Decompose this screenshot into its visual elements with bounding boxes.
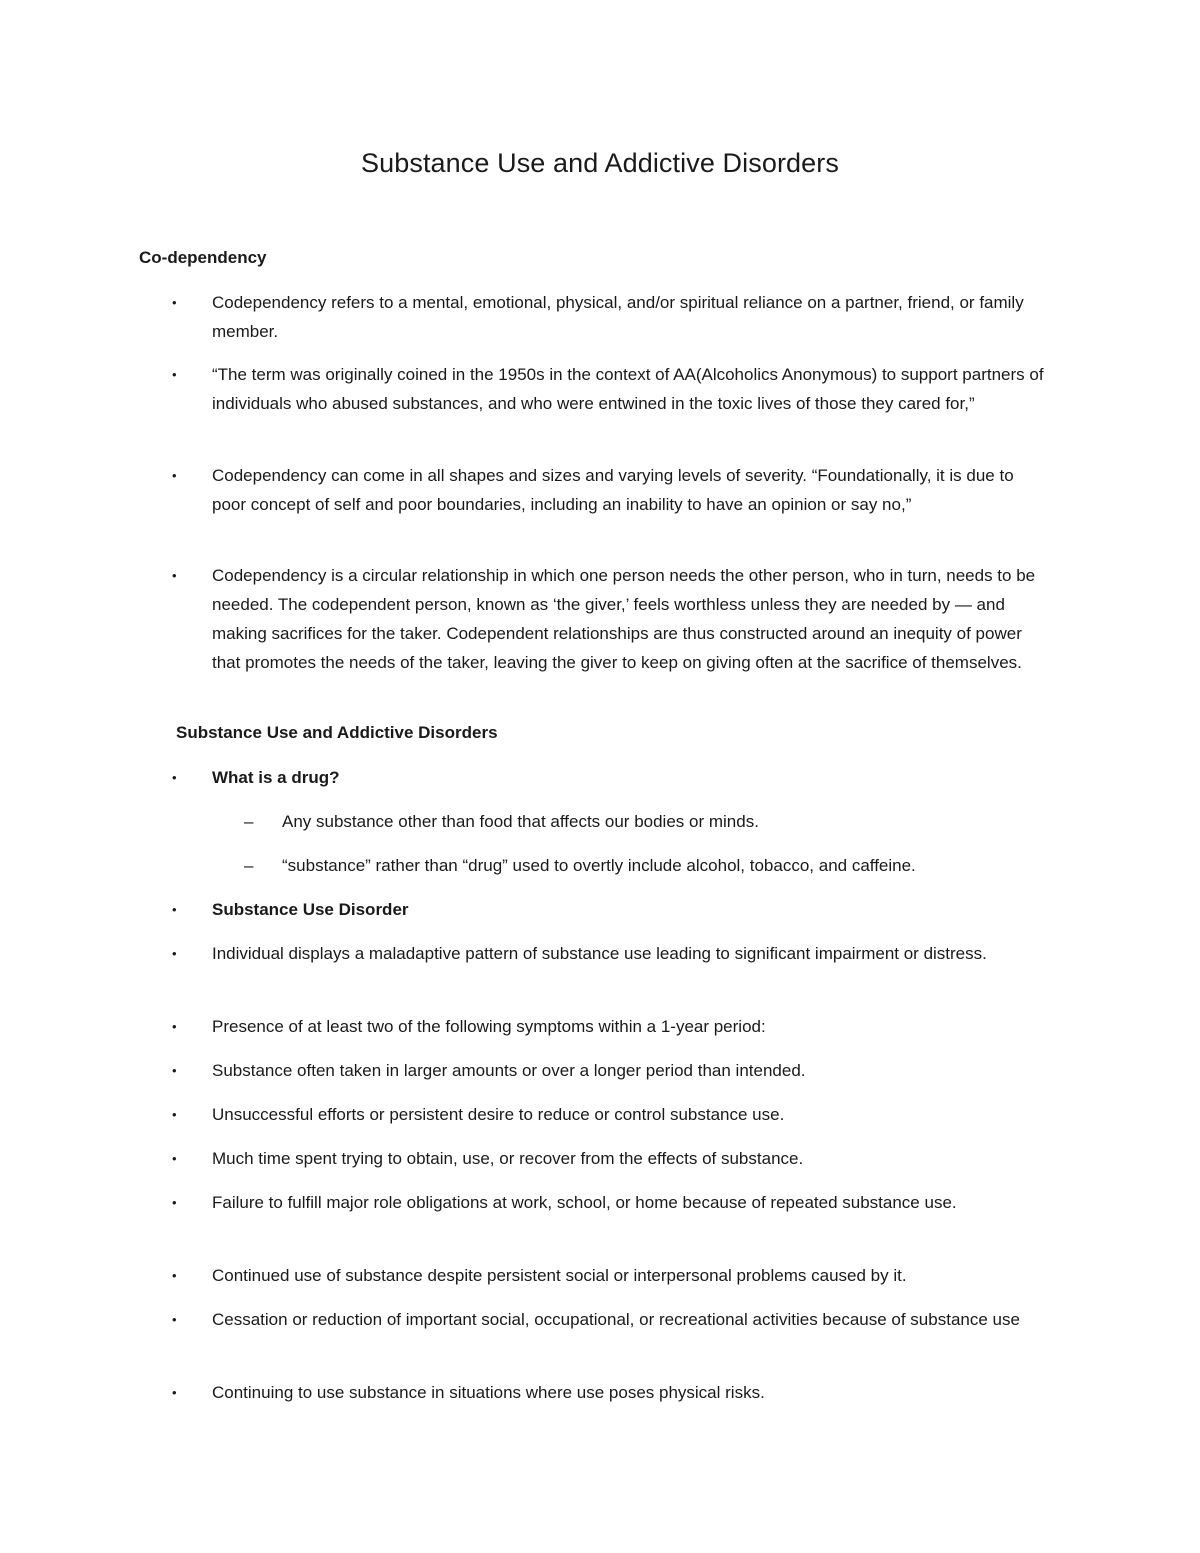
bullet-icon: • (172, 1268, 177, 1283)
bullet-icon: • (172, 770, 177, 785)
list-item (172, 1188, 1052, 1217)
section-heading-co-dependency: Co-dependency (139, 248, 267, 267)
list-item-text: Codependency can come in all shapes and sizes and varying levels of severity. “Foundationally, it is due to poor concept of self and poor boundaries, including an inability to have an opinion or say no,” (212, 466, 1014, 514)
bullet-icon: • (172, 1063, 177, 1078)
list-item (172, 895, 1052, 924)
list-item (172, 939, 1052, 968)
bullet-icon: • (172, 1385, 177, 1400)
list-item-text: Codependency is a circular relationship in which one person needs the other person, who in turn, needs to be needed. The codependent person, known as ‘the giver,’ feels worthless unless they are needed by — and making sacrifices for the taker. Codependent relationships are thus constructed around an inequity of power that promotes the needs of the taker, leaving the giver to keep on giving often at the sacrifice of themselves. (212, 566, 1036, 672)
list-item-text: Substance often taken in larger amounts or over a longer period than intended. (212, 1061, 806, 1080)
bullet-icon: • (172, 946, 177, 961)
section-heading-substance-use: Substance Use and Addictive Disorders (176, 723, 498, 742)
sub-list-item (244, 807, 1064, 836)
list-item (172, 1012, 1052, 1041)
page-title: Substance Use and Addictive Disorders (361, 148, 839, 178)
bullet-icon: • (172, 1195, 177, 1210)
list-item-text: Continuing to use substance in situations where use poses physical risks. (212, 1383, 765, 1402)
list-item-text: “The term was originally coined in the 1950s in the context of AA(Alcoholics Anonymous) to support partners of individuals who abused substances, and who were entwined in the toxic lives of those they cared for,” (212, 365, 1044, 413)
list-item (172, 763, 1052, 792)
sub-list-item-text: “substance” rather than “drug” used to overtly include alcohol, tobacco, and caffeine. (282, 856, 916, 875)
list-item (172, 561, 1052, 677)
list-item-text: Presence of at least two of the following symptoms within a 1-year period: (212, 1017, 766, 1036)
list-item-text: Continued use of substance despite persistent social or interpersonal problems caused by it. (212, 1266, 907, 1285)
list-item (172, 288, 1052, 346)
bullet-icon: • (172, 1312, 177, 1327)
list-item (172, 1378, 1052, 1407)
bullet-icon: • (172, 1019, 177, 1034)
bullet-icon: • (172, 902, 177, 917)
list-item-text: Substance Use Disorder (212, 900, 409, 919)
list-item-text: Codependency refers to a mental, emotional, physical, and/or spiritual reliance on a partner, friend, or family member. (212, 293, 1024, 341)
bullet-icon: • (172, 468, 177, 483)
list-item-text: Unsuccessful efforts or persistent desire to reduce or control substance use. (212, 1105, 785, 1124)
list-item (172, 1305, 1052, 1334)
list-item-text: Individual displays a maladaptive pattern of substance use leading to significant impairment or distress. (212, 944, 987, 963)
dash-icon: – (244, 856, 254, 875)
bullet-icon: • (172, 367, 177, 382)
bullet-icon: • (172, 1107, 177, 1122)
bullet-icon: • (172, 295, 177, 310)
list-item-text: What is a drug? (212, 768, 340, 787)
sub-list-item-text: Any substance other than food that affects our bodies or minds. (282, 812, 759, 831)
sub-list-item (244, 851, 1064, 880)
bullet-icon: • (172, 1151, 177, 1166)
list-item-text: Cessation or reduction of important social, occupational, or recreational activities because of substance use (212, 1310, 1020, 1329)
list-item-text: Failure to fulfill major role obligations at work, school, or home because of repeated substance use. (212, 1193, 957, 1212)
bullet-icon: • (172, 568, 177, 583)
list-item (172, 1261, 1052, 1290)
list-item (172, 360, 1052, 418)
list-item (172, 461, 1052, 519)
list-item (172, 1100, 1052, 1129)
dash-icon: – (244, 812, 254, 831)
list-item (172, 1056, 1052, 1085)
list-item-text: Much time spent trying to obtain, use, or recover from the effects of substance. (212, 1149, 804, 1168)
list-item (172, 1144, 1052, 1173)
